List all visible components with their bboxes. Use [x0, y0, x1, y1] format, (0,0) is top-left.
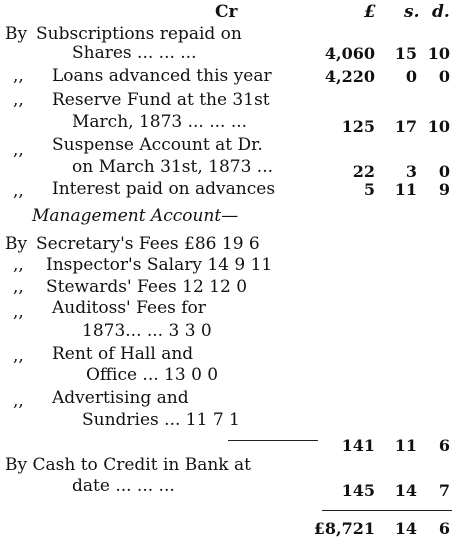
item-text-2: Office ... 13 0 0 — [86, 365, 219, 385]
cash-text: By Cash to Credit in Bank at — [5, 455, 251, 475]
item-prefix: By — [5, 24, 28, 44]
item-text: Loans advanced this year — [52, 66, 272, 86]
item-text: Stewards' Fees 12 12 0 — [46, 277, 248, 297]
pounds-value: 4,060 — [324, 44, 375, 63]
pounds-value: 4,220 — [324, 67, 375, 86]
item-prefix: ,, — [13, 255, 24, 275]
item-text-2: Sundries ... 11 7 1 — [82, 410, 240, 430]
cash-pounds: 145 — [341, 481, 375, 500]
cash-shillings: 14 — [394, 481, 417, 500]
shillings-value: 3 — [405, 162, 417, 181]
management-total-pounds: 141 — [341, 436, 375, 455]
item-text: Suspense Account at Dr. — [52, 135, 263, 155]
item-text-2: Shares ... ... ... — [72, 43, 197, 63]
management-heading: Management Account— — [32, 206, 239, 226]
pence-value: 10 — [427, 117, 450, 136]
shillings-value: 17 — [394, 117, 417, 136]
management-total-shillings: 11 — [394, 436, 417, 455]
shillings-value: 11 — [394, 180, 417, 199]
shillings-heading: s. — [404, 2, 420, 22]
item-prefix: ,, — [13, 391, 24, 411]
item-prefix: By — [5, 234, 28, 254]
pounds-value: 22 — [352, 162, 375, 181]
pounds-value: 125 — [341, 117, 375, 136]
item-prefix: ,, — [13, 181, 24, 201]
subtotal-rule — [228, 440, 318, 441]
pence-value: 0 — [438, 162, 450, 181]
item-text: Secretary's Fees £86 19 6 — [36, 234, 260, 254]
shillings-value: 15 — [394, 44, 417, 63]
item-text-2: on March 31st, 1873 ... — [72, 157, 274, 177]
grand-total-pence: 6 — [438, 519, 450, 538]
pence-heading: d. — [432, 2, 450, 22]
item-prefix: ,, — [13, 302, 24, 322]
grand-total-shillings: 14 — [394, 519, 417, 538]
item-text: Subscriptions repaid on — [36, 24, 242, 44]
pence-value: 9 — [438, 180, 450, 199]
cash-pence: 7 — [438, 481, 450, 500]
cash-text-2: date ... ... ... — [72, 476, 175, 496]
shillings-value: 0 — [405, 67, 417, 86]
grand-total-pounds: £8,721 — [313, 519, 375, 538]
item-text: Advertising and — [52, 388, 189, 408]
item-prefix: ,, — [13, 66, 24, 86]
item-prefix: ,, — [13, 140, 24, 160]
management-total-pence: 6 — [438, 436, 450, 455]
item-text: Auditoss' Fees for — [52, 298, 206, 318]
item-prefix: ,, — [13, 90, 24, 110]
pounds-heading: £ — [364, 2, 376, 22]
item-text: Rent of Hall and — [52, 344, 194, 364]
total-rule — [322, 510, 452, 511]
item-text: Inspector's Salary 14 9 11 — [46, 255, 273, 275]
item-text-2: 1873... ... 3 3 0 — [82, 321, 212, 341]
pounds-value: 5 — [363, 180, 375, 199]
item-prefix: ,, — [13, 277, 24, 297]
item-text: Interest paid on advances — [52, 179, 276, 199]
cr-heading: Cr — [215, 2, 238, 22]
pence-value: 0 — [438, 67, 450, 86]
item-prefix: ,, — [13, 346, 24, 366]
item-text-2: March, 1873 ... ... ... — [72, 112, 248, 132]
pence-value: 10 — [427, 44, 450, 63]
item-text: Reserve Fund at the 31st — [52, 90, 270, 110]
